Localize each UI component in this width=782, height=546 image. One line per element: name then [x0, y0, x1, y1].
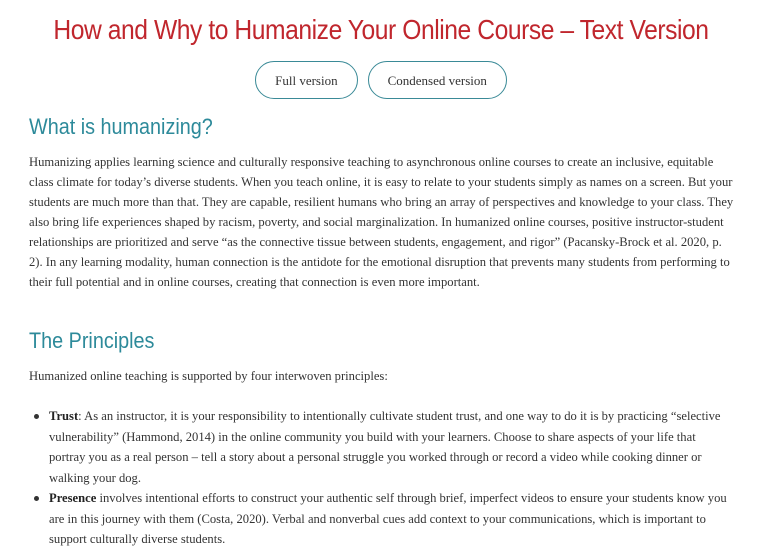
what-is-humanizing-heading: What is humanizing?: [29, 114, 213, 139]
full-version-button[interactable]: Full version: [255, 61, 357, 99]
condensed-version-button[interactable]: Condensed version: [368, 61, 507, 99]
principles-intro: Humanized online teaching is supported by four interwoven principles:: [29, 369, 388, 383]
page-title: How and Why to Humanize Your Online Course – Text Version: [53, 14, 709, 45]
list-item: [29, 406, 734, 488]
principle-term: Presence: [49, 491, 97, 505]
principles-heading: The Principles: [29, 328, 155, 353]
list-item: [29, 488, 734, 546]
what-is-humanizing-body: Humanizing applies learning science and culturally responsive teaching to asynchronous online courses to create an inclusive, equitable class climate for today’s diverse students. When you teach online, it is easy to relate to your students simply as names on a screen. But your students are much more than that. They are capable, resilient humans who bring an array of perspectives and knowledge to your class. They also bring life experiences shaped by racism, poverty, and social marginalization. In humanized online courses, positive instructor-student relationships are prioritized and serve “as the connective tissue between students, engagement, and rigor” (Pacansky-Brock et al. 2020, p. 2). In any learning modality, human connection is the antidote for the emotional disruption that prevents many students from performing to their full potential and in online courses, creating that connection is even more important.: [29, 155, 734, 289]
principle-term: Trust: [49, 409, 79, 423]
principle-text: : As an instructor, it is your responsibility to intentionally cultivate student trust, and one way to do it is by practicing “selective vulnerability” (Hammond, 2014) in the online community you build with your learners. Choose to share aspects of your life that portray you as a real person – tell a story about a personal struggle you worked through or record a video while cooking dinner or walking your dog.: [49, 409, 721, 485]
version-toggle: [0, 61, 762, 99]
principle-text: involves intentional efforts to construct your authentic self through brief, imperfect videos to ensure your students know you are in this journey with them (Costa, 2020). Verbal and nonverbal cues add context to your communications, which is important to support culturally diverse students.: [49, 491, 727, 546]
principles-list: [29, 406, 734, 546]
